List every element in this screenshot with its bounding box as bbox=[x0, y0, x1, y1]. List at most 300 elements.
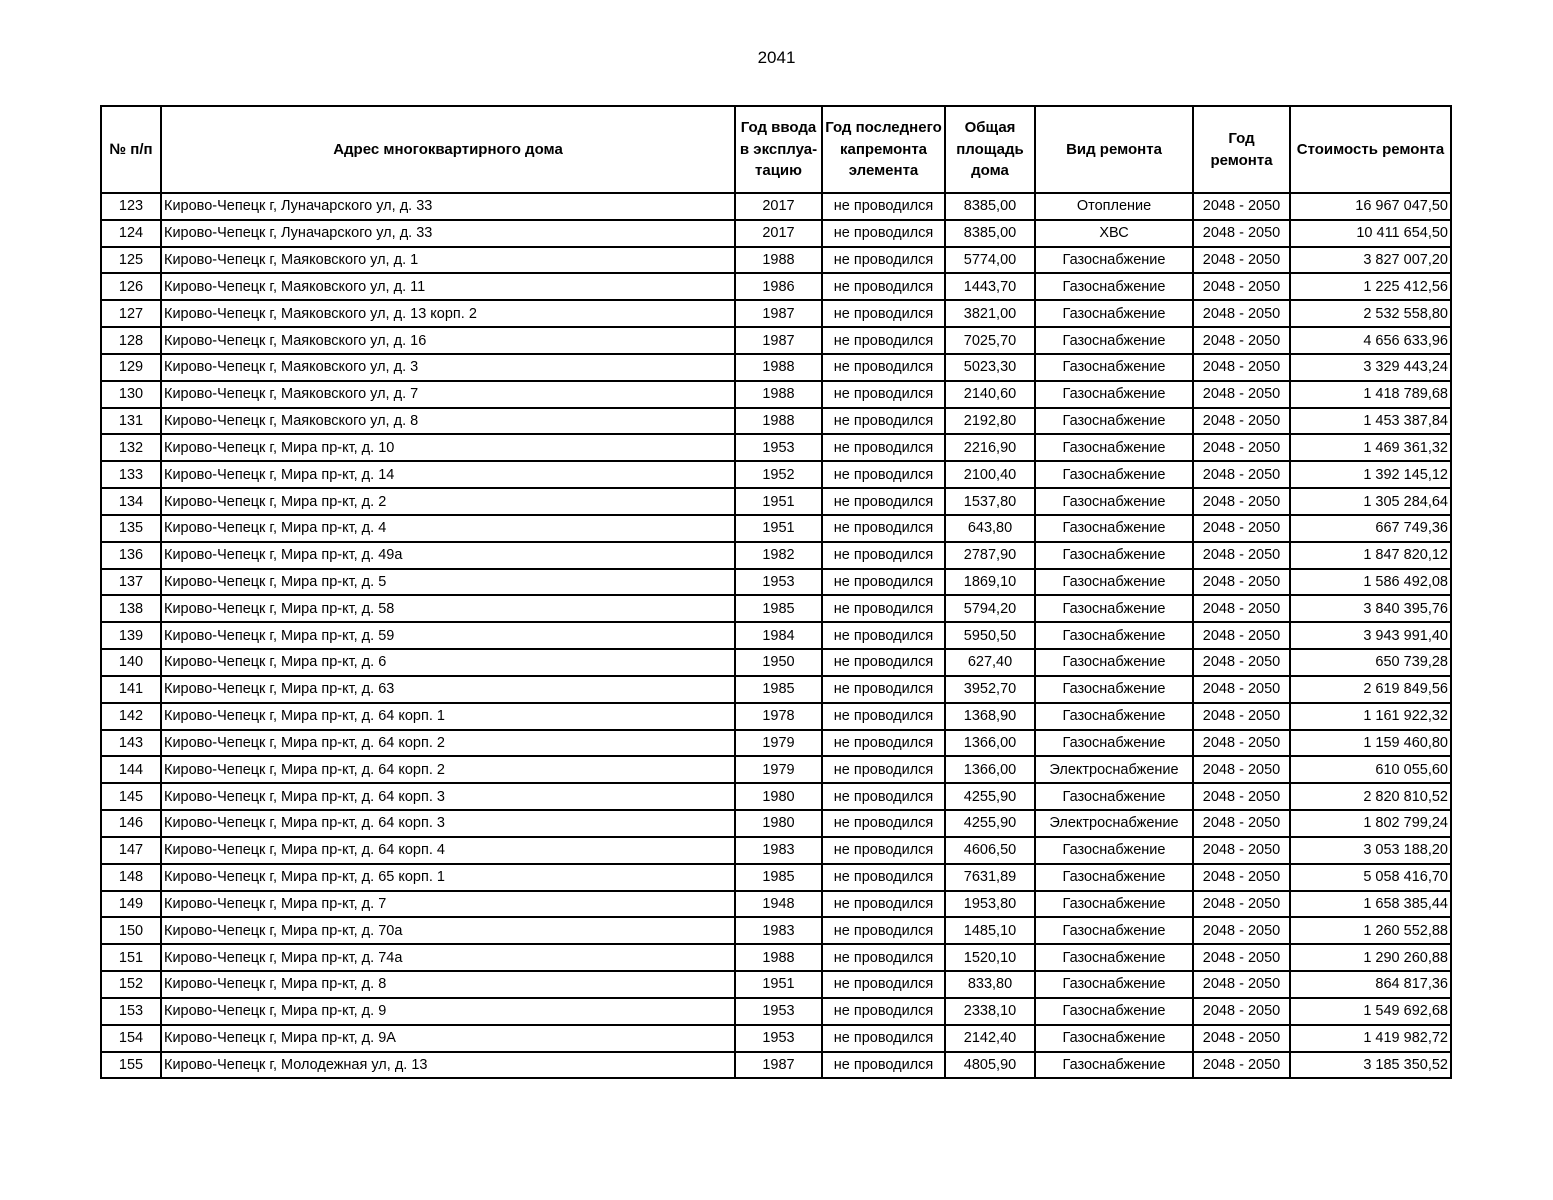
cell-address: Кирово-Чепецк г, Мира пр-кт, д. 63 bbox=[161, 676, 735, 703]
cell-repair-year: 2048 - 2050 bbox=[1193, 408, 1290, 435]
cell-address: Кирово-Чепецк г, Маяковского ул, д. 1 bbox=[161, 247, 735, 274]
cell-repair-year: 2048 - 2050 bbox=[1193, 193, 1290, 220]
cell-cost: 10 411 654,50 bbox=[1290, 220, 1451, 247]
cell-address: Кирово-Чепецк г, Мира пр-кт, д. 14 bbox=[161, 461, 735, 488]
cell-repair-year: 2048 - 2050 bbox=[1193, 434, 1290, 461]
cell-repair-year: 2048 - 2050 bbox=[1193, 944, 1290, 971]
cell-repair-type: Газоснабжение bbox=[1035, 944, 1193, 971]
cell-num: 126 bbox=[101, 273, 161, 300]
cell-area: 8385,00 bbox=[945, 193, 1035, 220]
cell-last-repair: не проводился bbox=[822, 810, 945, 837]
cell-last-repair: не проводился bbox=[822, 1052, 945, 1079]
cell-address: Кирово-Чепецк г, Молодежная ул, д. 13 bbox=[161, 1052, 735, 1079]
cell-area: 643,80 bbox=[945, 515, 1035, 542]
cell-last-repair: не проводился bbox=[822, 273, 945, 300]
table-row bbox=[101, 676, 1451, 703]
cell-repair-year: 2048 - 2050 bbox=[1193, 327, 1290, 354]
cell-repair-type: Газоснабжение bbox=[1035, 730, 1193, 757]
cell-repair-type: Электроснабжение bbox=[1035, 810, 1193, 837]
cell-year-built: 1948 bbox=[735, 891, 822, 918]
cell-area: 3952,70 bbox=[945, 676, 1035, 703]
cell-year-built: 1987 bbox=[735, 327, 822, 354]
cell-last-repair: не проводился bbox=[822, 193, 945, 220]
cell-repair-type: Газоснабжение bbox=[1035, 998, 1193, 1025]
cell-area: 5950,50 bbox=[945, 622, 1035, 649]
cell-address: Кирово-Чепецк г, Мира пр-кт, д. 8 bbox=[161, 971, 735, 998]
table-row bbox=[101, 810, 1451, 837]
cell-year-built: 1983 bbox=[735, 837, 822, 864]
cell-last-repair: не проводился bbox=[822, 891, 945, 918]
table-row bbox=[101, 783, 1451, 810]
header-repair-year: Год ремонта bbox=[1193, 106, 1290, 193]
header-year-built: Год ввода в эксплуа-тацию bbox=[735, 106, 822, 193]
cell-last-repair: не проводился bbox=[822, 354, 945, 381]
cell-area: 1869,10 bbox=[945, 569, 1035, 596]
cell-num: 141 bbox=[101, 676, 161, 703]
cell-area: 8385,00 bbox=[945, 220, 1035, 247]
cell-last-repair: не проводился bbox=[822, 461, 945, 488]
cell-repair-year: 2048 - 2050 bbox=[1193, 676, 1290, 703]
cell-num: 149 bbox=[101, 891, 161, 918]
cell-repair-year: 2048 - 2050 bbox=[1193, 461, 1290, 488]
table-row bbox=[101, 461, 1451, 488]
cell-area: 2100,40 bbox=[945, 461, 1035, 488]
cell-address: Кирово-Чепецк г, Мира пр-кт, д. 9А bbox=[161, 1025, 735, 1052]
cell-address: Кирово-Чепецк г, Мира пр-кт, д. 5 bbox=[161, 569, 735, 596]
cell-area: 4255,90 bbox=[945, 810, 1035, 837]
cell-cost: 1 159 460,80 bbox=[1290, 730, 1451, 757]
cell-repair-year: 2048 - 2050 bbox=[1193, 381, 1290, 408]
cell-cost: 1 658 385,44 bbox=[1290, 891, 1451, 918]
cell-address: Кирово-Чепецк г, Мира пр-кт, д. 64 корп. 3 bbox=[161, 783, 735, 810]
table-body bbox=[101, 193, 1451, 1078]
table-row bbox=[101, 247, 1451, 274]
cell-address: Кирово-Чепецк г, Мира пр-кт, д. 7 bbox=[161, 891, 735, 918]
cell-year-built: 1987 bbox=[735, 300, 822, 327]
cell-num: 130 bbox=[101, 381, 161, 408]
cell-year-built: 1953 bbox=[735, 434, 822, 461]
cell-repair-year: 2048 - 2050 bbox=[1193, 488, 1290, 515]
cell-cost: 667 749,36 bbox=[1290, 515, 1451, 542]
header-address: Адрес многоквартирного дома bbox=[161, 106, 735, 193]
cell-num: 123 bbox=[101, 193, 161, 220]
table-row bbox=[101, 1025, 1451, 1052]
cell-address: Кирово-Чепецк г, Мира пр-кт, д. 64 корп. 2 bbox=[161, 756, 735, 783]
cell-repair-type: Газоснабжение bbox=[1035, 891, 1193, 918]
cell-last-repair: не проводился bbox=[822, 327, 945, 354]
cell-num: 136 bbox=[101, 542, 161, 569]
cell-cost: 1 847 820,12 bbox=[1290, 542, 1451, 569]
cell-repair-type: Газоснабжение bbox=[1035, 327, 1193, 354]
cell-repair-year: 2048 - 2050 bbox=[1193, 569, 1290, 596]
cell-year-built: 1953 bbox=[735, 569, 822, 596]
cell-area: 1443,70 bbox=[945, 273, 1035, 300]
cell-year-built: 1980 bbox=[735, 783, 822, 810]
header-area: Общая площадь дома bbox=[945, 106, 1035, 193]
cell-num: 132 bbox=[101, 434, 161, 461]
table-row bbox=[101, 622, 1451, 649]
cell-num: 139 bbox=[101, 622, 161, 649]
cell-area: 2787,90 bbox=[945, 542, 1035, 569]
table-row bbox=[101, 864, 1451, 891]
cell-cost: 1 802 799,24 bbox=[1290, 810, 1451, 837]
cell-cost: 864 817,36 bbox=[1290, 971, 1451, 998]
header-repair-type: Вид ремонта bbox=[1035, 106, 1193, 193]
cell-repair-year: 2048 - 2050 bbox=[1193, 595, 1290, 622]
cell-repair-year: 2048 - 2050 bbox=[1193, 220, 1290, 247]
cell-repair-type: Газоснабжение bbox=[1035, 783, 1193, 810]
cell-repair-type: Газоснабжение bbox=[1035, 971, 1193, 998]
cell-year-built: 1988 bbox=[735, 247, 822, 274]
cell-year-built: 1985 bbox=[735, 595, 822, 622]
cell-repair-type: Газоснабжение bbox=[1035, 703, 1193, 730]
cell-repair-type: Газоснабжение bbox=[1035, 515, 1193, 542]
cell-repair-type: ХВС bbox=[1035, 220, 1193, 247]
cell-num: 151 bbox=[101, 944, 161, 971]
table-row bbox=[101, 408, 1451, 435]
cell-cost: 1 586 492,08 bbox=[1290, 569, 1451, 596]
table-row bbox=[101, 971, 1451, 998]
header-last-repair: Год последнего капремонта элемента bbox=[822, 106, 945, 193]
cell-repair-year: 2048 - 2050 bbox=[1193, 649, 1290, 676]
cell-num: 124 bbox=[101, 220, 161, 247]
cell-repair-year: 2048 - 2050 bbox=[1193, 703, 1290, 730]
cell-num: 146 bbox=[101, 810, 161, 837]
cell-repair-type: Газоснабжение bbox=[1035, 837, 1193, 864]
cell-cost: 3 329 443,24 bbox=[1290, 354, 1451, 381]
cell-area: 627,40 bbox=[945, 649, 1035, 676]
cell-last-repair: не проводился bbox=[822, 1025, 945, 1052]
cell-area: 2140,60 bbox=[945, 381, 1035, 408]
cell-year-built: 1978 bbox=[735, 703, 822, 730]
cell-cost: 3 943 991,40 bbox=[1290, 622, 1451, 649]
cell-num: 133 bbox=[101, 461, 161, 488]
cell-last-repair: не проводился bbox=[822, 730, 945, 757]
cell-address: Кирово-Чепецк г, Мира пр-кт, д. 65 корп. 1 bbox=[161, 864, 735, 891]
cell-last-repair: не проводился bbox=[822, 542, 945, 569]
page-number: 2041 bbox=[757, 48, 796, 67]
cell-num: 125 bbox=[101, 247, 161, 274]
table-row bbox=[101, 917, 1451, 944]
table-row bbox=[101, 944, 1451, 971]
cell-repair-year: 2048 - 2050 bbox=[1193, 354, 1290, 381]
cell-repair-year: 2048 - 2050 bbox=[1193, 622, 1290, 649]
table-header-row bbox=[101, 106, 1451, 193]
cell-num: 127 bbox=[101, 300, 161, 327]
cell-area: 1366,00 bbox=[945, 756, 1035, 783]
cell-last-repair: не проводился bbox=[822, 408, 945, 435]
cell-cost: 4 656 633,96 bbox=[1290, 327, 1451, 354]
cell-address: Кирово-Чепецк г, Мира пр-кт, д. 64 корп. 2 bbox=[161, 730, 735, 757]
cell-num: 137 bbox=[101, 569, 161, 596]
cell-address: Кирово-Чепецк г, Мира пр-кт, д. 4 bbox=[161, 515, 735, 542]
cell-repair-year: 2048 - 2050 bbox=[1193, 1052, 1290, 1079]
cell-year-built: 2017 bbox=[735, 193, 822, 220]
cell-num: 131 bbox=[101, 408, 161, 435]
cell-repair-type: Газоснабжение bbox=[1035, 408, 1193, 435]
cell-cost: 1 225 412,56 bbox=[1290, 273, 1451, 300]
cell-last-repair: не проводился bbox=[822, 676, 945, 703]
cell-area: 1520,10 bbox=[945, 944, 1035, 971]
cell-last-repair: не проводился bbox=[822, 649, 945, 676]
cell-num: 128 bbox=[101, 327, 161, 354]
cell-year-built: 1952 bbox=[735, 461, 822, 488]
cell-cost: 1 453 387,84 bbox=[1290, 408, 1451, 435]
cell-address: Кирово-Чепецк г, Маяковского ул, д. 16 bbox=[161, 327, 735, 354]
cell-area: 5794,20 bbox=[945, 595, 1035, 622]
cell-repair-type: Газоснабжение bbox=[1035, 622, 1193, 649]
cell-cost: 1 161 922,32 bbox=[1290, 703, 1451, 730]
cell-address: Кирово-Чепецк г, Мира пр-кт, д. 58 bbox=[161, 595, 735, 622]
table-row bbox=[101, 730, 1451, 757]
cell-area: 833,80 bbox=[945, 971, 1035, 998]
cell-year-built: 1951 bbox=[735, 488, 822, 515]
cell-num: 148 bbox=[101, 864, 161, 891]
cell-year-built: 1953 bbox=[735, 1025, 822, 1052]
cell-year-built: 1982 bbox=[735, 542, 822, 569]
cell-year-built: 1984 bbox=[735, 622, 822, 649]
cell-address: Кирово-Чепецк г, Луначарского ул, д. 33 bbox=[161, 193, 735, 220]
cell-num: 154 bbox=[101, 1025, 161, 1052]
cell-address: Кирово-Чепецк г, Мира пр-кт, д. 64 корп. 1 bbox=[161, 703, 735, 730]
cell-year-built: 1988 bbox=[735, 381, 822, 408]
cell-num: 140 bbox=[101, 649, 161, 676]
cell-cost: 2 820 810,52 bbox=[1290, 783, 1451, 810]
table-row bbox=[101, 300, 1451, 327]
cell-address: Кирово-Чепецк г, Мира пр-кт, д. 74а bbox=[161, 944, 735, 971]
cell-cost: 1 305 284,64 bbox=[1290, 488, 1451, 515]
cell-cost: 1 549 692,68 bbox=[1290, 998, 1451, 1025]
cell-repair-type: Газоснабжение bbox=[1035, 1052, 1193, 1079]
cell-area: 1537,80 bbox=[945, 488, 1035, 515]
cell-repair-year: 2048 - 2050 bbox=[1193, 917, 1290, 944]
cell-repair-type: Газоснабжение bbox=[1035, 488, 1193, 515]
cell-address: Кирово-Чепецк г, Маяковского ул, д. 11 bbox=[161, 273, 735, 300]
cell-address: Кирово-Чепецк г, Мира пр-кт, д. 70а bbox=[161, 917, 735, 944]
cell-last-repair: не проводился bbox=[822, 971, 945, 998]
cell-address: Кирово-Чепецк г, Маяковского ул, д. 7 bbox=[161, 381, 735, 408]
cell-year-built: 1988 bbox=[735, 408, 822, 435]
cell-last-repair: не проводился bbox=[822, 247, 945, 274]
table-row bbox=[101, 569, 1451, 596]
cell-year-built: 1983 bbox=[735, 917, 822, 944]
cell-cost: 3 053 188,20 bbox=[1290, 837, 1451, 864]
cell-repair-type: Газоснабжение bbox=[1035, 247, 1193, 274]
cell-cost: 2 619 849,56 bbox=[1290, 676, 1451, 703]
cell-repair-year: 2048 - 2050 bbox=[1193, 273, 1290, 300]
cell-address: Кирово-Чепецк г, Мира пр-кт, д. 6 bbox=[161, 649, 735, 676]
cell-address: Кирово-Чепецк г, Луначарского ул, д. 33 bbox=[161, 220, 735, 247]
cell-year-built: 1986 bbox=[735, 273, 822, 300]
cell-address: Кирово-Чепецк г, Мира пр-кт, д. 10 bbox=[161, 434, 735, 461]
table-row bbox=[101, 891, 1451, 918]
cell-num: 152 bbox=[101, 971, 161, 998]
cell-num: 144 bbox=[101, 756, 161, 783]
cell-last-repair: не проводился bbox=[822, 595, 945, 622]
cell-year-built: 1979 bbox=[735, 756, 822, 783]
cell-last-repair: не проводился bbox=[822, 756, 945, 783]
table-row bbox=[101, 703, 1451, 730]
cell-address: Кирово-Чепецк г, Маяковского ул, д. 8 bbox=[161, 408, 735, 435]
cell-repair-year: 2048 - 2050 bbox=[1193, 730, 1290, 757]
cell-repair-year: 2048 - 2050 bbox=[1193, 810, 1290, 837]
cell-repair-year: 2048 - 2050 bbox=[1193, 515, 1290, 542]
table-row bbox=[101, 1052, 1451, 1079]
cell-num: 142 bbox=[101, 703, 161, 730]
cell-repair-year: 2048 - 2050 bbox=[1193, 864, 1290, 891]
cell-cost: 3 827 007,20 bbox=[1290, 247, 1451, 274]
cell-year-built: 1979 bbox=[735, 730, 822, 757]
cell-area: 1953,80 bbox=[945, 891, 1035, 918]
cell-year-built: 1953 bbox=[735, 998, 822, 1025]
table-row bbox=[101, 542, 1451, 569]
cell-address: Кирово-Чепецк г, Маяковского ул, д. 3 bbox=[161, 354, 735, 381]
cell-area: 7025,70 bbox=[945, 327, 1035, 354]
cell-area: 2216,90 bbox=[945, 434, 1035, 461]
table-row bbox=[101, 193, 1451, 220]
cell-cost: 16 967 047,50 bbox=[1290, 193, 1451, 220]
cell-address: Кирово-Чепецк г, Мира пр-кт, д. 49а bbox=[161, 542, 735, 569]
cell-address: Кирово-Чепецк г, Мира пр-кт, д. 64 корп. 3 bbox=[161, 810, 735, 837]
cell-year-built: 1988 bbox=[735, 944, 822, 971]
cell-num: 143 bbox=[101, 730, 161, 757]
cell-repair-year: 2048 - 2050 bbox=[1193, 971, 1290, 998]
cell-cost: 5 058 416,70 bbox=[1290, 864, 1451, 891]
cell-last-repair: не проводился bbox=[822, 944, 945, 971]
cell-num: 145 bbox=[101, 783, 161, 810]
cell-repair-year: 2048 - 2050 bbox=[1193, 1025, 1290, 1052]
table-row bbox=[101, 220, 1451, 247]
cell-repair-type: Газоснабжение bbox=[1035, 434, 1193, 461]
cell-repair-type: Электроснабжение bbox=[1035, 756, 1193, 783]
table-row bbox=[101, 327, 1451, 354]
cell-last-repair: не проводился bbox=[822, 381, 945, 408]
cell-cost: 610 055,60 bbox=[1290, 756, 1451, 783]
table-row bbox=[101, 595, 1451, 622]
cell-area: 5023,30 bbox=[945, 354, 1035, 381]
header-cost: Стоимость ремонта bbox=[1290, 106, 1451, 193]
table-row bbox=[101, 488, 1451, 515]
cell-cost: 3 840 395,76 bbox=[1290, 595, 1451, 622]
cell-last-repair: не проводился bbox=[822, 515, 945, 542]
cell-year-built: 1950 bbox=[735, 649, 822, 676]
cell-area: 2338,10 bbox=[945, 998, 1035, 1025]
cell-cost: 3 185 350,52 bbox=[1290, 1052, 1451, 1079]
cell-num: 138 bbox=[101, 595, 161, 622]
cell-repair-type: Газоснабжение bbox=[1035, 676, 1193, 703]
cell-last-repair: не проводился bbox=[822, 434, 945, 461]
cell-year-built: 1980 bbox=[735, 810, 822, 837]
table-row bbox=[101, 273, 1451, 300]
cell-last-repair: не проводился bbox=[822, 783, 945, 810]
cell-repair-type: Газоснабжение bbox=[1035, 461, 1193, 488]
table-row bbox=[101, 837, 1451, 864]
cell-cost: 1 260 552,88 bbox=[1290, 917, 1451, 944]
cell-repair-type: Газоснабжение bbox=[1035, 649, 1193, 676]
cell-repair-type: Газоснабжение bbox=[1035, 381, 1193, 408]
cell-year-built: 1951 bbox=[735, 515, 822, 542]
table-row bbox=[101, 434, 1451, 461]
cell-year-built: 2017 bbox=[735, 220, 822, 247]
cell-area: 1485,10 bbox=[945, 917, 1035, 944]
cell-repair-type: Газоснабжение bbox=[1035, 1025, 1193, 1052]
table-row bbox=[101, 354, 1451, 381]
cell-year-built: 1987 bbox=[735, 1052, 822, 1079]
cell-address: Кирово-Чепецк г, Мира пр-кт, д. 59 bbox=[161, 622, 735, 649]
cell-cost: 1 419 982,72 bbox=[1290, 1025, 1451, 1052]
cell-cost: 650 739,28 bbox=[1290, 649, 1451, 676]
cell-repair-year: 2048 - 2050 bbox=[1193, 247, 1290, 274]
cell-area: 7631,89 bbox=[945, 864, 1035, 891]
cell-last-repair: не проводился bbox=[822, 569, 945, 596]
cell-last-repair: не проводился bbox=[822, 622, 945, 649]
cell-last-repair: не проводился bbox=[822, 864, 945, 891]
cell-address: Кирово-Чепецк г, Мира пр-кт, д. 64 корп. 4 bbox=[161, 837, 735, 864]
cell-last-repair: не проводился bbox=[822, 998, 945, 1025]
cell-repair-year: 2048 - 2050 bbox=[1193, 998, 1290, 1025]
header-num: № п/п bbox=[101, 106, 161, 193]
cell-area: 5774,00 bbox=[945, 247, 1035, 274]
cell-repair-type: Газоснабжение bbox=[1035, 354, 1193, 381]
cell-area: 3821,00 bbox=[945, 300, 1035, 327]
cell-last-repair: не проводился bbox=[822, 220, 945, 247]
cell-area: 1368,90 bbox=[945, 703, 1035, 730]
cell-year-built: 1951 bbox=[735, 971, 822, 998]
cell-address: Кирово-Чепецк г, Мира пр-кт, д. 2 bbox=[161, 488, 735, 515]
cell-repair-year: 2048 - 2050 bbox=[1193, 756, 1290, 783]
cell-repair-year: 2048 - 2050 bbox=[1193, 891, 1290, 918]
cell-repair-year: 2048 - 2050 bbox=[1193, 542, 1290, 569]
cell-area: 4805,90 bbox=[945, 1052, 1035, 1079]
table-row bbox=[101, 998, 1451, 1025]
cell-num: 129 bbox=[101, 354, 161, 381]
table-row bbox=[101, 381, 1451, 408]
table-row bbox=[101, 649, 1451, 676]
cell-repair-type: Газоснабжение bbox=[1035, 300, 1193, 327]
cell-year-built: 1985 bbox=[735, 864, 822, 891]
cell-last-repair: не проводился bbox=[822, 703, 945, 730]
cell-last-repair: не проводился bbox=[822, 917, 945, 944]
cell-repair-type: Газоснабжение bbox=[1035, 595, 1193, 622]
cell-cost: 1 392 145,12 bbox=[1290, 461, 1451, 488]
table-row bbox=[101, 515, 1451, 542]
cell-num: 155 bbox=[101, 1052, 161, 1079]
cell-address: Кирово-Чепецк г, Мира пр-кт, д. 9 bbox=[161, 998, 735, 1025]
cell-last-repair: не проводился bbox=[822, 300, 945, 327]
cell-cost: 2 532 558,80 bbox=[1290, 300, 1451, 327]
cell-repair-type: Отопление bbox=[1035, 193, 1193, 220]
cell-area: 2192,80 bbox=[945, 408, 1035, 435]
cell-num: 147 bbox=[101, 837, 161, 864]
cell-year-built: 1985 bbox=[735, 676, 822, 703]
repair-schedule-table bbox=[100, 105, 1452, 1079]
cell-num: 150 bbox=[101, 917, 161, 944]
cell-area: 4606,50 bbox=[945, 837, 1035, 864]
cell-area: 1366,00 bbox=[945, 730, 1035, 757]
cell-address: Кирово-Чепецк г, Маяковского ул, д. 13 корп. 2 bbox=[161, 300, 735, 327]
cell-cost: 1 418 789,68 bbox=[1290, 381, 1451, 408]
cell-num: 153 bbox=[101, 998, 161, 1025]
table-row bbox=[101, 756, 1451, 783]
cell-num: 135 bbox=[101, 515, 161, 542]
cell-repair-type: Газоснабжение bbox=[1035, 273, 1193, 300]
cell-repair-type: Газоснабжение bbox=[1035, 542, 1193, 569]
cell-area: 4255,90 bbox=[945, 783, 1035, 810]
cell-cost: 1 469 361,32 bbox=[1290, 434, 1451, 461]
cell-last-repair: не проводился bbox=[822, 837, 945, 864]
cell-area: 2142,40 bbox=[945, 1025, 1035, 1052]
cell-repair-year: 2048 - 2050 bbox=[1193, 300, 1290, 327]
